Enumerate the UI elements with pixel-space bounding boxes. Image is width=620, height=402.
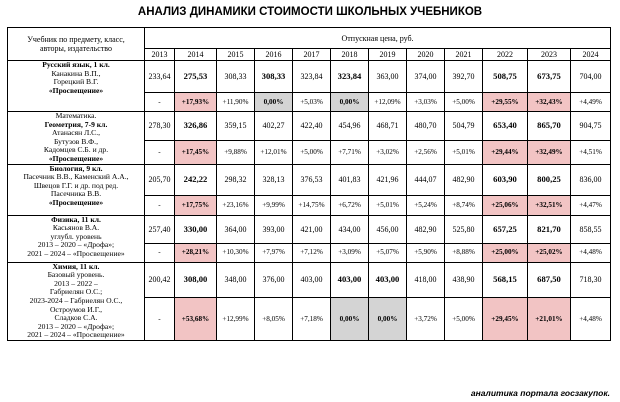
price-cell: 275,53 — [175, 61, 217, 93]
change-cell: +21,01% — [528, 298, 571, 341]
price-row — [8, 215, 611, 243]
price-cell: 376,00 — [255, 262, 293, 298]
price-table — [7, 27, 611, 341]
price-cell: 480,70 — [407, 112, 445, 141]
price-cell: 323,84 — [331, 61, 369, 93]
change-cell: +4,48% — [571, 298, 611, 341]
price-cell: 904,75 — [571, 112, 611, 141]
change-cell: +17,93% — [175, 93, 217, 112]
price-cell: 323,84 — [293, 61, 331, 93]
change-cell: +8,74% — [445, 195, 483, 215]
book-description-line: углубл. уровень — [50, 231, 102, 241]
book-description-line: Химия, 11 кл. — [52, 261, 100, 271]
price-cell: 205,70 — [145, 164, 175, 195]
change-cell: - — [145, 93, 175, 112]
change-cell: +7,12% — [293, 243, 331, 262]
change-cell: +5,07% — [369, 243, 407, 262]
price-cell: 257,40 — [145, 215, 175, 243]
change-cell: +11,90% — [217, 93, 255, 112]
year-header: 2019 — [369, 49, 407, 61]
change-cell: +5,00% — [445, 93, 483, 112]
change-cell: +29,44% — [483, 140, 528, 164]
book-column-header-line: авторы, издательство — [39, 44, 113, 53]
price-cell: 392,70 — [445, 61, 483, 93]
book-description-line: Пасечник В.В., Каменский А.А., — [23, 172, 129, 182]
change-cell: +25,00% — [483, 243, 528, 262]
price-cell: 402,27 — [255, 112, 293, 141]
price-group-header: Отпускная цена, руб. — [145, 28, 611, 49]
price-cell: 403,00 — [331, 262, 369, 298]
price-cell: 330,00 — [175, 215, 217, 243]
year-header: 2016 — [255, 49, 293, 61]
change-cell: +9,99% — [255, 195, 293, 215]
price-cell: 403,00 — [369, 262, 407, 298]
change-cell: +6,72% — [331, 195, 369, 215]
change-cell: +32,49% — [528, 140, 571, 164]
book-description-line: 2013 – 2022 – — [54, 278, 98, 288]
change-cell: - — [145, 298, 175, 341]
book-column-header — [8, 28, 145, 61]
price-cell: 393,00 — [255, 215, 293, 243]
change-cell: +53,68% — [175, 298, 217, 341]
change-cell: +29,45% — [483, 298, 528, 341]
change-cell: 0,00% — [331, 298, 369, 341]
price-cell: 657,25 — [483, 215, 528, 243]
book-description-line: Физика, 11 кл. — [51, 214, 101, 224]
price-cell: 403,00 — [293, 262, 331, 298]
price-cell: 568,15 — [483, 262, 528, 298]
price-cell: 525,80 — [445, 215, 483, 243]
change-cell: +17,75% — [175, 195, 217, 215]
book-description-line: Касьянов В.А. — [52, 223, 100, 233]
change-cell: +5,00% — [445, 298, 483, 341]
price-cell: 438,90 — [445, 262, 483, 298]
change-cell: +5,03% — [293, 93, 331, 112]
change-cell: +8,05% — [255, 298, 293, 341]
book-description-line: Остроумов И.Г., — [49, 304, 103, 314]
change-cell: +3,09% — [331, 243, 369, 262]
book-column-header-line: Учебник по предмету, класс, — [27, 35, 125, 44]
change-cell: +10,30% — [217, 243, 255, 262]
year-header: 2023 — [528, 49, 571, 61]
year-header: 2013 — [145, 49, 175, 61]
year-header: 2024 — [571, 49, 611, 61]
change-cell: +5,90% — [407, 243, 445, 262]
price-cell: 401,83 — [331, 164, 369, 195]
book-description-line: Сладков С.А. — [54, 313, 98, 323]
price-cell: 800,25 — [528, 164, 571, 195]
book-description — [8, 262, 145, 340]
price-cell: 482,90 — [407, 215, 445, 243]
change-cell: +32,43% — [528, 93, 571, 112]
year-header: 2022 — [483, 49, 528, 61]
change-cell: +5,00% — [293, 140, 331, 164]
change-cell: +5,01% — [369, 195, 407, 215]
book-description-line: 2021 – 2024 – «Просвещение» — [27, 248, 125, 258]
change-cell: +25,02% — [528, 243, 571, 262]
book-description-line: Геометрия, 7-9 кл. — [44, 119, 108, 129]
book-description-line: Бутузов В.Ф., — [54, 136, 98, 146]
price-cell: 821,70 — [528, 215, 571, 243]
book-description-line: 2013 – 2020 – «Дрофа»; — [37, 240, 115, 250]
change-cell: +5,01% — [445, 140, 483, 164]
price-cell: 298,32 — [217, 164, 255, 195]
price-cell: 456,00 — [369, 215, 407, 243]
page-title: АНАЛИЗ ДИНАМИКИ СТОИМОСТИ ШКОЛЬНЫХ УЧЕБНИКОВ — [137, 6, 483, 18]
price-row — [8, 112, 611, 141]
price-cell: 200,42 — [145, 262, 175, 298]
change-cell: +3,02% — [369, 140, 407, 164]
book-description-line: Базовый уровень. — [47, 270, 105, 280]
price-cell: 348,00 — [217, 262, 255, 298]
price-cell: 421,96 — [369, 164, 407, 195]
price-cell: 278,30 — [145, 112, 175, 141]
change-cell: +7,97% — [255, 243, 293, 262]
book-description-line: Швецов Г.Г. и др. под ред. — [33, 180, 119, 190]
price-cell: 482,90 — [445, 164, 483, 195]
price-cell: 242,22 — [175, 164, 217, 195]
price-cell: 308,33 — [255, 61, 293, 93]
price-cell: 328,13 — [255, 164, 293, 195]
price-cell: 376,53 — [293, 164, 331, 195]
year-header: 2018 — [331, 49, 369, 61]
book-description-line: Габриелян О.С.; — [49, 287, 103, 297]
book-description-line: Горецкий В.Г. — [53, 77, 99, 87]
price-cell: 434,00 — [331, 215, 369, 243]
change-cell: +4,47% — [571, 195, 611, 215]
change-cell: +14,75% — [293, 195, 331, 215]
change-cell: +23,16% — [217, 195, 255, 215]
book-description-line: «Просвещение» — [48, 153, 104, 163]
change-cell: +4,48% — [571, 243, 611, 262]
change-cell: 0,00% — [331, 93, 369, 112]
change-cell: +4,51% — [571, 140, 611, 164]
change-cell: - — [145, 243, 175, 262]
price-cell: 233,64 — [145, 61, 175, 93]
book-description-line: Математика. — [55, 111, 97, 120]
price-row — [8, 262, 611, 298]
book-description-line: Русский язык, 1 кл. — [42, 60, 110, 69]
price-cell: 454,96 — [331, 112, 369, 141]
change-cell: +12,09% — [369, 93, 407, 112]
change-cell: +2,56% — [407, 140, 445, 164]
change-cell: +29,55% — [483, 93, 528, 112]
book-description — [8, 61, 145, 112]
price-cell: 308,33 — [217, 61, 255, 93]
price-cell: 308,00 — [175, 262, 217, 298]
year-header: 2015 — [217, 49, 255, 61]
price-cell: 704,00 — [571, 61, 611, 93]
book-description-line: Канакина В.П., — [51, 68, 101, 78]
year-header: 2014 — [175, 49, 217, 61]
price-cell: 468,71 — [369, 112, 407, 141]
book-description — [8, 164, 145, 215]
price-cell: 326,86 — [175, 112, 217, 141]
price-row — [8, 164, 611, 195]
change-cell: - — [145, 195, 175, 215]
price-cell: 836,00 — [571, 164, 611, 195]
price-cell: 865,70 — [528, 112, 571, 141]
book-description-line: «Просвещение» — [48, 85, 104, 95]
price-cell: 418,00 — [407, 262, 445, 298]
change-cell: +7,18% — [293, 298, 331, 341]
change-cell: +28,21% — [175, 243, 217, 262]
price-cell: 374,00 — [407, 61, 445, 93]
change-cell: +3,72% — [407, 298, 445, 341]
book-description-line: Кадомцев С.Б. и др. — [43, 145, 109, 155]
source-credit: аналитика портала госзакупок. — [470, 388, 610, 398]
price-cell: 422,40 — [293, 112, 331, 141]
change-cell: +5,24% — [407, 195, 445, 215]
book-description-line: 2013 – 2020 – «Дрофа»; — [37, 321, 115, 331]
book-description — [8, 215, 145, 262]
change-cell: +4,49% — [571, 93, 611, 112]
price-cell: 508,75 — [483, 61, 528, 93]
price-row — [8, 61, 611, 93]
change-cell: +9,88% — [217, 140, 255, 164]
book-description-line: 2023-2024 – Габриелян О.С., — [29, 295, 123, 305]
price-cell: 858,55 — [571, 215, 611, 243]
book-description-line: Атанасян Л.С., — [51, 128, 101, 138]
change-cell: 0,00% — [255, 93, 293, 112]
change-cell: 0,00% — [369, 298, 407, 341]
book-description-line: «Просвещение» — [48, 197, 104, 207]
book-description-line: 2021 – 2024 – «Просвещение» — [27, 330, 125, 340]
year-header: 2020 — [407, 49, 445, 61]
change-cell: +12,01% — [255, 140, 293, 164]
book-description-line: Пасечника В.В. — [50, 189, 102, 199]
change-cell: +25,06% — [483, 195, 528, 215]
price-cell: 363,00 — [369, 61, 407, 93]
price-cell: 444,07 — [407, 164, 445, 195]
change-cell: - — [145, 140, 175, 164]
price-cell: 687,50 — [528, 262, 571, 298]
year-header: 2021 — [445, 49, 483, 61]
price-cell: 653,40 — [483, 112, 528, 141]
change-cell: +12,99% — [217, 298, 255, 341]
book-description — [8, 112, 145, 165]
price-cell: 603,90 — [483, 164, 528, 195]
change-cell: +17,45% — [175, 140, 217, 164]
change-cell: +8,88% — [445, 243, 483, 262]
price-cell: 421,00 — [293, 215, 331, 243]
change-cell: +3,03% — [407, 93, 445, 112]
price-cell: 718,30 — [571, 262, 611, 298]
price-cell: 504,79 — [445, 112, 483, 141]
year-header: 2017 — [293, 49, 331, 61]
price-cell: 673,75 — [528, 61, 571, 93]
price-cell: 364,00 — [217, 215, 255, 243]
book-description-line: Биология, 9 кл. — [49, 163, 103, 173]
price-cell: 359,15 — [217, 112, 255, 141]
change-cell: +32,51% — [528, 195, 571, 215]
change-cell: +7,71% — [331, 140, 369, 164]
